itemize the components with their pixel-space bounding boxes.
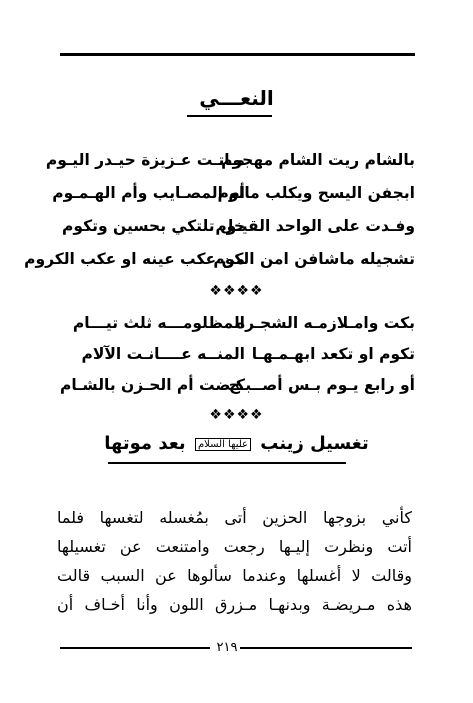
verse-left: من عكب عينه او عكب الكروم: [24, 250, 245, 268]
heading-underline: [108, 462, 346, 464]
verse-right: بالشام ريت الشام مهجوم: [221, 151, 415, 169]
page-number: ٢١٩: [216, 640, 238, 655]
verse-right: ابجفن اليسح ويكلب مالوم: [217, 184, 415, 202]
prose-line: هذه مـريضـة وبدنهـا مـزرق اللون وأنا أخـاف أن: [57, 595, 412, 614]
section-heading: [0, 433, 473, 454]
footer-rule-right: [240, 647, 412, 649]
footer-rule-left: [60, 647, 210, 649]
verse-left: خل تلتكي بحسين وتكوم: [62, 217, 245, 235]
stanza-separator: ❖❖❖❖: [209, 407, 264, 423]
top-rule: [60, 53, 415, 56]
heading-text-end: بعد موتها: [104, 433, 186, 454]
page-title: النعـــي: [199, 86, 274, 110]
prose-line: أتت ونظرت إليـها رجعت وامتنعت عن تغسيلها: [57, 537, 412, 556]
verse-right: أو رابع يـوم بـس أصــبـح: [228, 376, 415, 394]
verse-left: المنــه عــــانـت الآلام: [81, 345, 245, 363]
prose-line: وقالت لا أغسلها وعندما سألوها عن السبب قالت: [57, 566, 412, 585]
stanza-separator: ❖❖❖❖: [209, 283, 264, 299]
verse-right: بكت وامـلازمـه الشجـره: [235, 314, 415, 332]
verse-right: تكوم او تكعد ابهـمـهـا: [251, 345, 415, 363]
verse-left: أم المصـايب وأم الهـمـوم: [52, 184, 245, 202]
title-underline: [187, 115, 272, 117]
verse-left: مـاتـت عـزيزة حيـدر اليـوم: [45, 151, 245, 169]
verse-left: كـضت أم الحـزن بالشـام: [59, 376, 245, 394]
honorific-mark: عليها السلام: [195, 438, 251, 451]
prose-line: كأني بزوجها الحزين أتى بمُغسله لتغسها فلما: [57, 508, 412, 527]
heading-text-start: تغسيل زينب: [260, 433, 369, 454]
verse-right: تشجيله ماشافن امن الكوم: [213, 250, 415, 268]
verse-right: وفـدت على الواحد القيـوم: [215, 217, 415, 235]
verse-left: المظلومـــه ثلث تيـــام: [72, 314, 245, 332]
